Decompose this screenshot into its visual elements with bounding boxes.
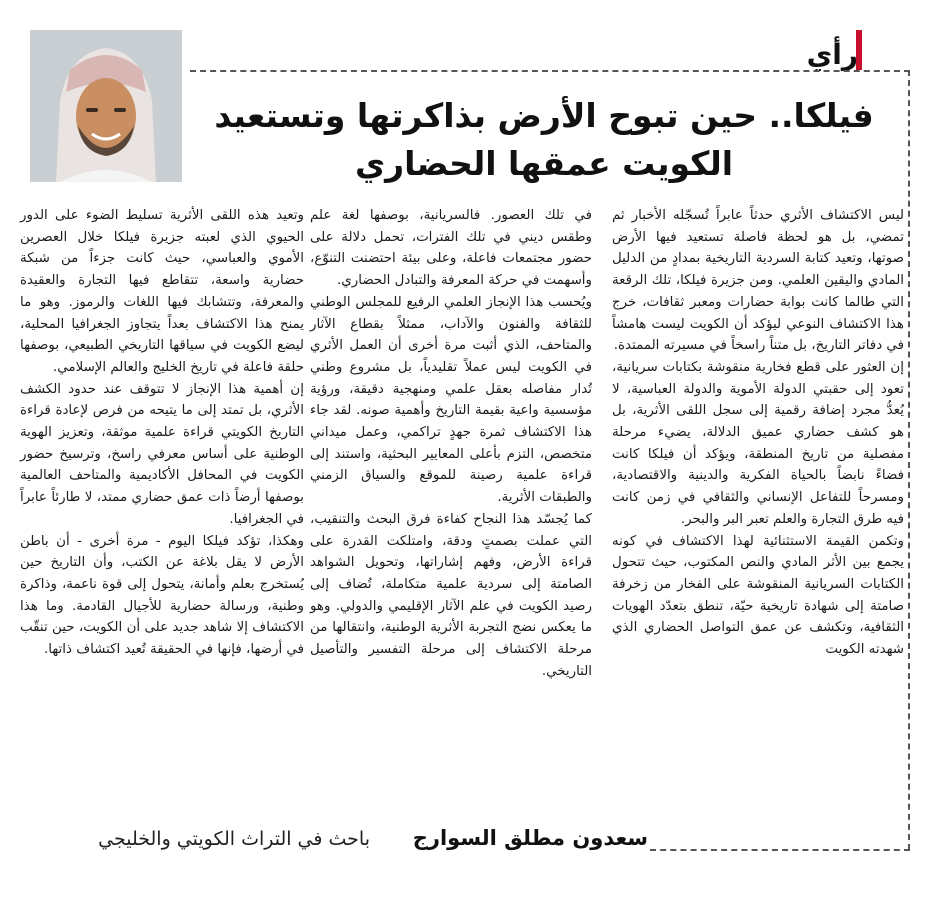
article-headline: [200, 92, 888, 188]
paragraph: إن العثور على قطع فخارية منقوشة بكتابات سريانية، تعود إلى حقبتي الدولة الأموية والدولة العباسية، لا يُعدُّ مجرد إضافة رقمية إلى سجل اللقى الأثرية، بل هو كشف حضاري عميق الدلالة، يضيء مرحلة مفصلية من تاريخ المنطقة، ويؤكد أن فيلكا كانت فضاءً نابضاً بالحياة الفكرية والدينية والاقتصادية، ومسرحاً للتفاعل الإنساني والثقافي في زمن كانت فيه طرق التجارة والعلم تعبر البر والبحر.: [612, 359, 904, 527]
frame-border-right: [908, 70, 910, 850]
paragraph: ويُحسب هذا الإنجاز العلمي الرفيع للمجلس الوطني للثقافة والفنون والآداب، ممثلاً بقطاع الآثار والمتاحف، الذي أثبت مرة أخرى أن العمل الأثري في الكويت ليس عملاً تقليدياً، بل مشروع وطني تُدار مفاصله بعقل علمي ومنهجية دقيقة، ورؤية مؤسسية واعية بقيمة التاريخ وأهمية صونه. لقد جاء هذا الاكتشاف ثمرة جهدٍ تراكمي، وعمل ميداني متخصص، التزم بأعلى المعايير البحثية، واستند إلى قراءة علمية رصينة للموقع والسياق الزمني والطبقات الأثرية.: [310, 294, 592, 506]
section-label: رأي: [806, 38, 858, 71]
author-name: سعدون مطلق السوارج: [412, 826, 648, 850]
paragraph: وتعيد هذه اللقى الأثرية تسليط الضوء على الدور الحيوي الذي لعبته جزيرة فيلكا خلال العصرين الأموي والعباسي، حيث كانت جزءاً من شبكة حضارية واسعة، تتقاطع فيها التجارة والعقيدة والمعرفة، وتتشابك فيها اللغات والرموز. وهو ما يمنح هذا الاكتشاف بعداً يتجاوز الجغرافيا المحلية، ليضع الكويت في سياقها التاريخي الطبيعي، بوصفها حلقة فاعلة في تاريخ الخليج والعالم الإسلامي.: [20, 208, 304, 375]
article-column-3: [20, 205, 304, 661]
author-role: باحث في التراث الكويتي والخليجي: [98, 828, 370, 850]
paragraph: وتكمن القيمة الاستثنائية لهذا الاكتشاف في كونه يجمع بين الأثر المادي والنص المكتوب، حيث تتحول الكتابات السريانية المنقوشة على الفخار من زخرفة صامتة إلى شهادة تاريخية حيّة، تنطق بتعدّد الهويات الثقافية، وتكشف عن عمق التواصل الحضاري الذي شهدته الكويت: [612, 533, 904, 658]
author-portrait-icon: [30, 30, 182, 182]
headline-line-2: الكويت عمقها الحضاري: [354, 144, 734, 183]
frame-border-bottom: [650, 849, 910, 851]
paragraph: إن أهمية هذا الإنجاز لا تتوقف عند حدود الكشف الأثري، بل تمتد إلى ما يتيحه من فرص لإعادة قراءة التاريخ الكويتي قراءة علمية موثقة، وتعزيز الهوية الوطنية على أساس معرفي راسخ، وترسيخ حضور الكويت في المحافل الأكاديمية والمتاحف العالمية بوصفها أرضاً ذات عمق حضاري ممتد، لا طارئاً عابراً في الجغرافيا.: [20, 381, 304, 527]
headline-line-1: فيلكا.. حين تبوح الأرض بذاكرتها وتستعيد: [214, 96, 874, 135]
article-column-2: [310, 205, 592, 682]
paragraph: ليس الاكتشاف الأثري حدثاً عابراً تُسجّله الأخبار ثم تمضي، بل هو لحظة فاصلة تستعيد فيها الأرض صوتها، وتعيد كتابة السردية التاريخية بمدادٍ من الدليل المادي واليقين العلمي. ومن جزيرة فيلكا، تلك الرقعة التي طالما كانت بوابة حضارات ومعبر ثقافات، خرج هذا الاكتشاف النوعي ليؤكد أن الكويت ليست هامشاً في دفاتر التاريخ، بل متناً راسخاً في مسيرته الممتدة.: [612, 208, 904, 354]
article-column-1: [612, 205, 904, 661]
paragraph: وهكذا، تؤكد فيلكا اليوم - مرة أخرى - أن باطن الأرض لا يقل بلاغة عن الكتب، وأن التاريخ حين يُستخرج بعلم وأمانة، يتحول إلى قوة ناعمة، وذاكرة وطنية، ورسالة حضارية للأجيال القادمة. وما هذا الاكتشاف إلا شاهد جديد على أن الكويت، حين تنقّب في أرضها، فإنها في الحقيقة تُعيد اكتشاف ذاتها.: [20, 533, 304, 658]
author-photo: [30, 30, 182, 182]
paragraph: كما يُجسّد هذا النجاح كفاءة فرق البحث والتنقيب، التي عملت بصمتٍ ودقة، وامتلكت القدرة على قراءة الأرض، وفهم إشاراتها، وتحويل الشواهد الصامتة إلى سردية علمية متكاملة، تُضاف إلى رصيد الكويت في علم الآثار الإقليمي والدولي. وهو ما يعكس نضج التجربة الأثرية الوطنية، وانتقالها من مرحلة الاكتشاف إلى مرحلة التفسير والتأصيل التاريخي.: [310, 511, 592, 679]
frame-border-top: [190, 70, 910, 72]
paragraph: في تلك العصور. فالسريانية، بوصفها لغة علم وطقس ديني في تلك الفترات، تحمل دلالة على حضور مجتمعات فاعلة، وعلى بيئة احتضنت التنوّع، وأسهمت في حركة المعرفة والتبادل الحضاري.: [310, 208, 592, 289]
